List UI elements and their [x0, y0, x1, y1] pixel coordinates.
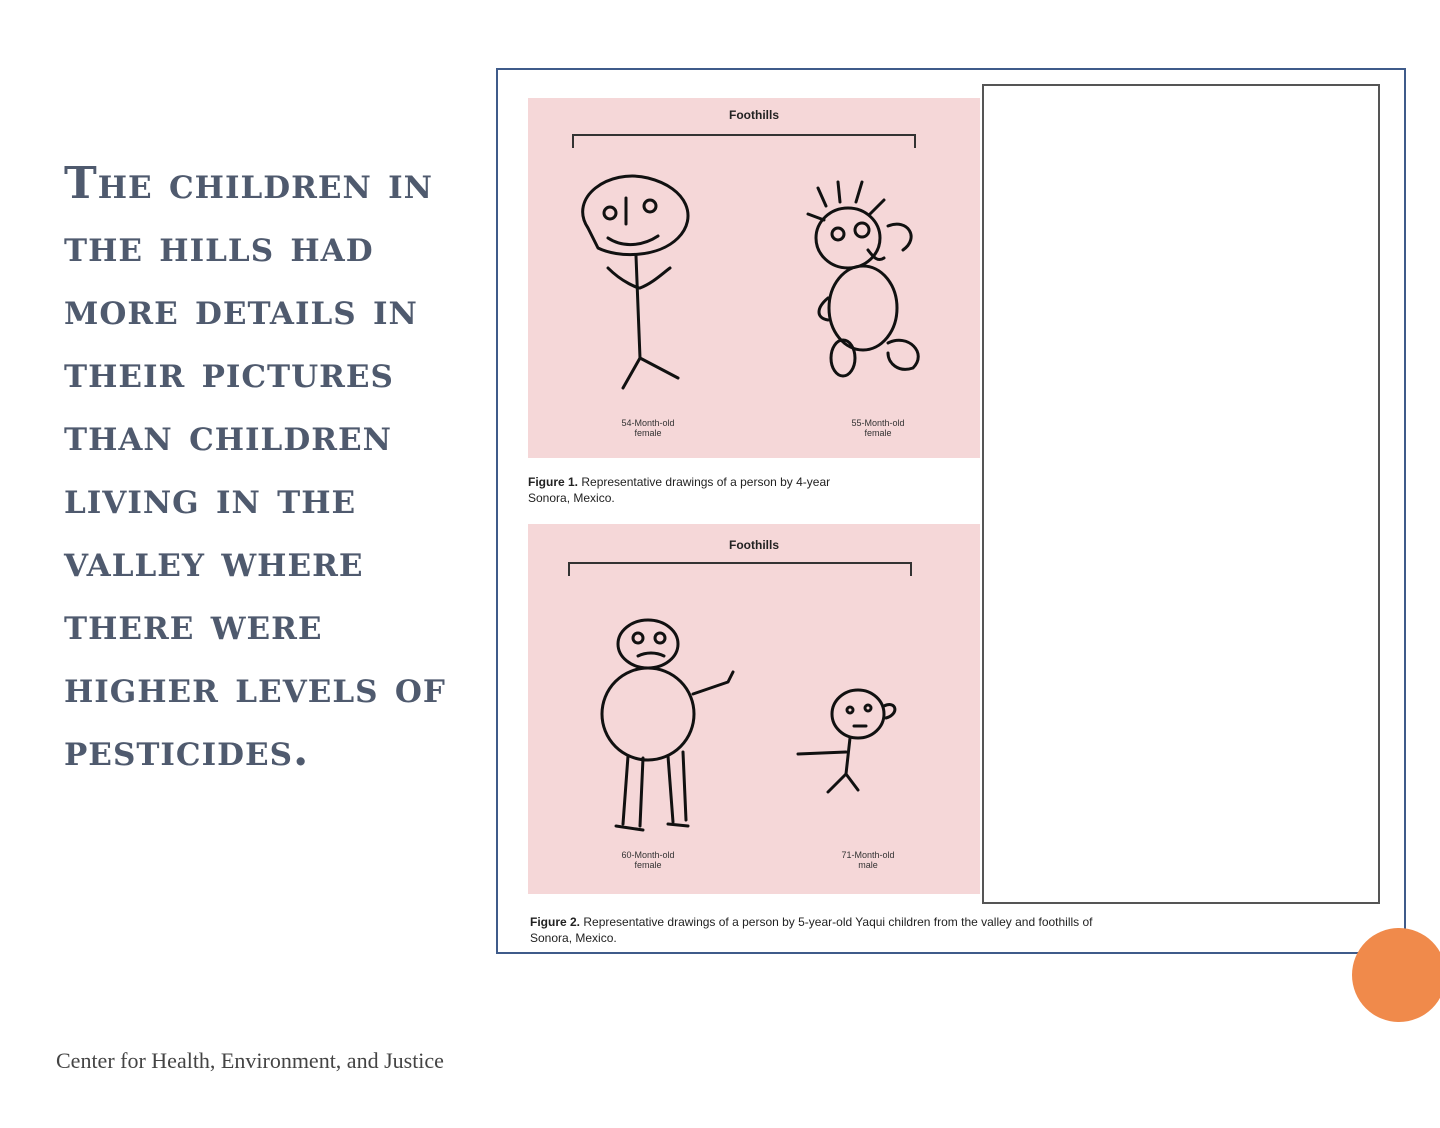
figure2-caption-bold: Figure 2. [530, 915, 581, 929]
slide-headline: The children in the hills had more details in their pictures than children living in the valley where there were higher levels of pesticides. [64, 158, 446, 776]
figure1-caption [528, 474, 988, 506]
figure2-caption-text: Representative drawings of a person by 5-year-old Yaqui children from the valley and foothills of [580, 915, 1093, 929]
figure1-caption-line2: Sonora, Mexico. [528, 491, 615, 505]
round-figure-drawing [602, 620, 733, 830]
panel1-title: Foothills [729, 108, 779, 122]
panel2-right-label: 71-Month-old male [841, 850, 895, 870]
figure2-caption [530, 914, 1390, 946]
panel2-bracket [568, 562, 912, 576]
panel2-left-label: 60-Month-old female [621, 850, 675, 870]
figure2-caption-line2: Sonora, Mexico. [530, 931, 617, 945]
panel2-title: Foothills [729, 538, 779, 552]
panel1-bracket [572, 134, 916, 148]
figure-image [496, 68, 1406, 954]
panel1-drawings [528, 158, 980, 458]
orange-accent-circle [1352, 928, 1440, 1022]
blob-figure-drawing [808, 182, 918, 376]
panel2-drawings [528, 584, 980, 884]
figure1-caption-text: Representative drawings of a person by 4-year [578, 475, 831, 489]
blank-overlay-page [982, 84, 1380, 904]
footer-credit: Center for Health, Environment, and Justice [56, 1048, 444, 1073]
figure2-panel [528, 524, 980, 894]
figure1-panel [528, 98, 980, 458]
small-figure-drawing [798, 690, 895, 792]
panel1-right-label: 55-Month-old female [851, 418, 905, 438]
figure1-caption-bold: Figure 1. [528, 475, 579, 489]
stick-figure-drawing [583, 176, 688, 388]
panel1-left-label: 54-Month-old female [621, 418, 675, 438]
